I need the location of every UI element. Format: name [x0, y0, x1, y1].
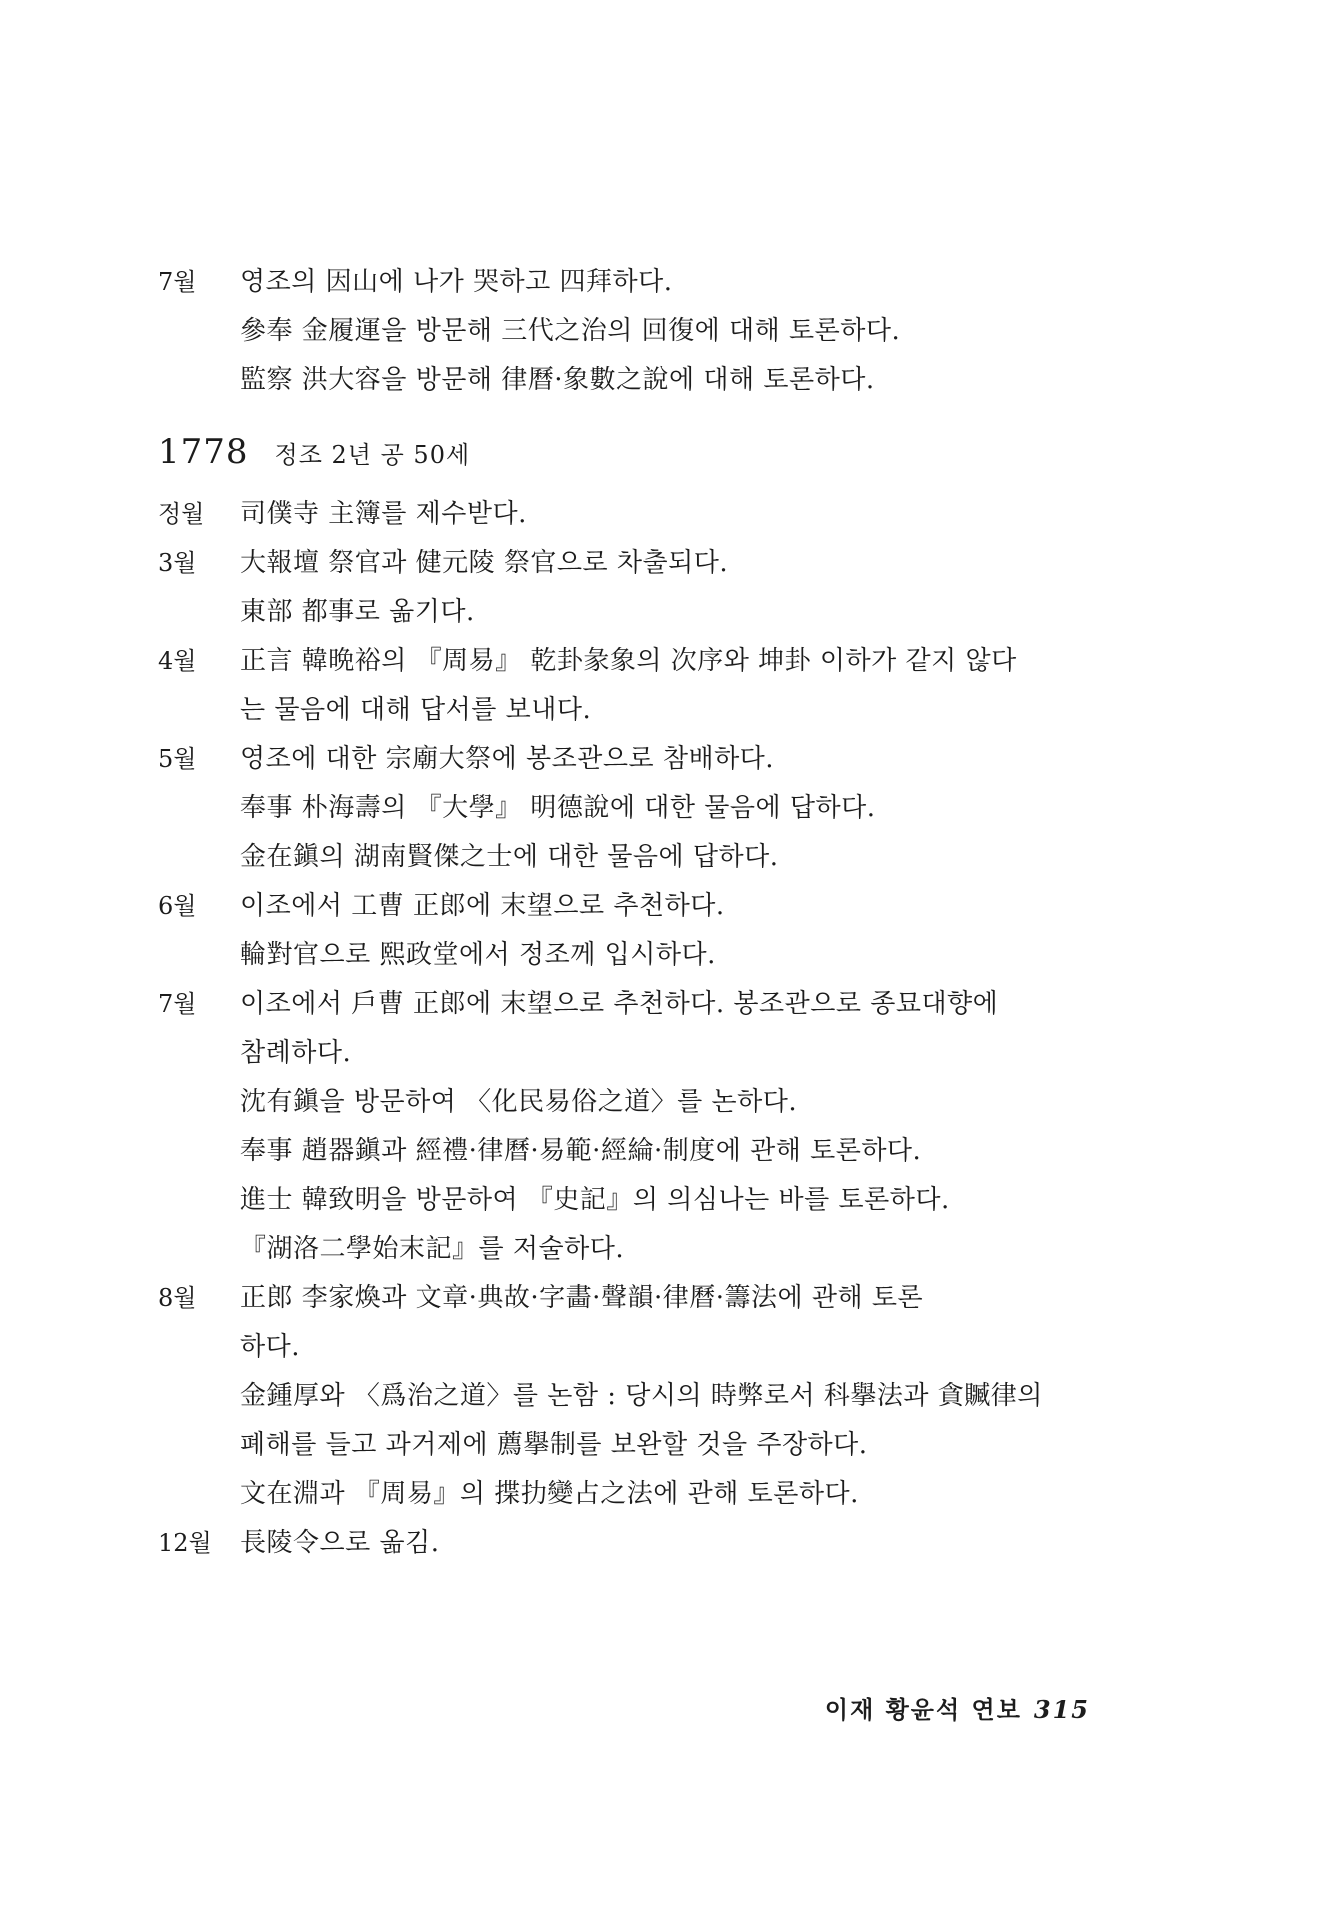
entry-row	[158, 539, 1118, 637]
entry-row	[158, 490, 1118, 539]
entry-line: 司僕寺 主簿를 제수받다.	[240, 499, 527, 529]
entry-row	[158, 735, 1118, 882]
entry-line: 奉事 趙器鎭과 經禮·律曆·易範·經綸·制度에 관해 토론하다.	[240, 1136, 922, 1166]
year-info: 정조 2년 공 50세	[274, 441, 471, 469]
entry-month: 7월	[158, 268, 197, 296]
page-number: 315	[1033, 1695, 1090, 1724]
entry-row	[158, 1519, 1118, 1568]
entry-lines	[240, 980, 1118, 1274]
entry-line: 文在淵과 『周易』의 揲扐變占之法에 관해 토론하다.	[240, 1479, 859, 1509]
entry-lines	[240, 1274, 1118, 1519]
entry-line: 영조의 因山에 나가 哭하고 四拜하다.	[240, 267, 673, 297]
entry-line: 沈有鎭을 방문하여 〈化民易俗之道〉를 논하다.	[240, 1087, 798, 1117]
entry-line: 참례하다.	[240, 1038, 352, 1068]
entry-line: 영조에 대한 宗廟大祭에 봉조관으로 참배하다.	[240, 744, 775, 774]
entry-line: 正言 韓晩裕의 『周易』 乾卦彖象의 次序와 坤卦 이하가 같지 않다	[240, 646, 1017, 676]
entry-line: 는 물음에 대해 답서를 보내다.	[240, 695, 592, 725]
entry-month: 6월	[158, 892, 197, 920]
entry-line: 폐해를 들고 과거제에 薦擧制를 보완할 것을 주장하다.	[240, 1430, 868, 1460]
entry-lines	[240, 539, 1118, 637]
footer-title: 이재 황윤석 연보	[824, 1695, 1022, 1724]
entry-month: 8월	[158, 1284, 197, 1312]
entry-lines	[240, 258, 1118, 405]
entry-line: 이조에서 戶曹 正郎에 末望으로 추천하다. 봉조관으로 종묘대향에	[240, 989, 999, 1019]
entry-line: 金鍾厚와 〈爲治之道〉를 논함 : 당시의 時弊로서 科擧法과 貪贓律의	[240, 1381, 1043, 1411]
entry-lines	[240, 735, 1118, 882]
previous-year-entries	[158, 258, 1118, 405]
entry-month: 5월	[158, 745, 197, 773]
entry-lines	[240, 637, 1118, 735]
entry-line: 하다.	[240, 1332, 300, 1362]
entry-month: 12월	[158, 1529, 212, 1557]
entry-line: 大報壇 祭官과 健元陵 祭官으로 차출되다.	[240, 548, 729, 578]
entry-month: 7월	[158, 990, 197, 1018]
entry-lines	[240, 490, 1118, 539]
entry-row	[158, 882, 1118, 980]
entry-row	[158, 1274, 1118, 1519]
entry-lines	[240, 882, 1118, 980]
entry-line: 輪對官으로 熙政堂에서 정조께 입시하다.	[240, 940, 716, 970]
entry-month: 정월	[158, 500, 205, 528]
entry-row	[158, 637, 1118, 735]
entry-line: 東部 都事로 옮기다.	[240, 597, 475, 627]
entry-line: 長陵令으로 옮김.	[240, 1528, 440, 1558]
year-entries	[158, 490, 1118, 1568]
entry-row	[158, 258, 1118, 405]
entry-line: 이조에서 工曹 正郎에 末望으로 추천하다.	[240, 891, 725, 921]
year-header	[158, 432, 470, 472]
entry-row	[158, 980, 1118, 1274]
year-number: 1778	[158, 432, 249, 472]
entry-lines	[240, 1519, 1118, 1568]
entry-line: 監察 洪大容을 방문해 律曆·象數之說에 대해 토론하다.	[240, 365, 875, 395]
page-footer	[825, 1690, 1090, 1725]
entry-line: 奉事 朴海壽의 『大學』 明德說에 대한 물음에 답하다.	[240, 793, 876, 823]
entry-line: 參奉 金履運을 방문해 三代之治의 回復에 대해 토론하다.	[240, 316, 901, 346]
entry-month: 4월	[158, 647, 197, 675]
entry-month: 3월	[158, 549, 197, 577]
entry-line: 進士 韓致明을 방문하여 『史記』의 의심나는 바를 토론하다.	[240, 1185, 950, 1215]
entry-line: 正郎 李家煥과 文章·典故·字畵·聲韻·律曆·籌法에 관해 토론	[240, 1283, 924, 1313]
entry-line: 『湖洛二學始末記』를 저술하다.	[240, 1234, 625, 1264]
entry-line: 金在鎭의 湖南賢傑之士에 대한 물음에 답하다.	[240, 842, 779, 872]
